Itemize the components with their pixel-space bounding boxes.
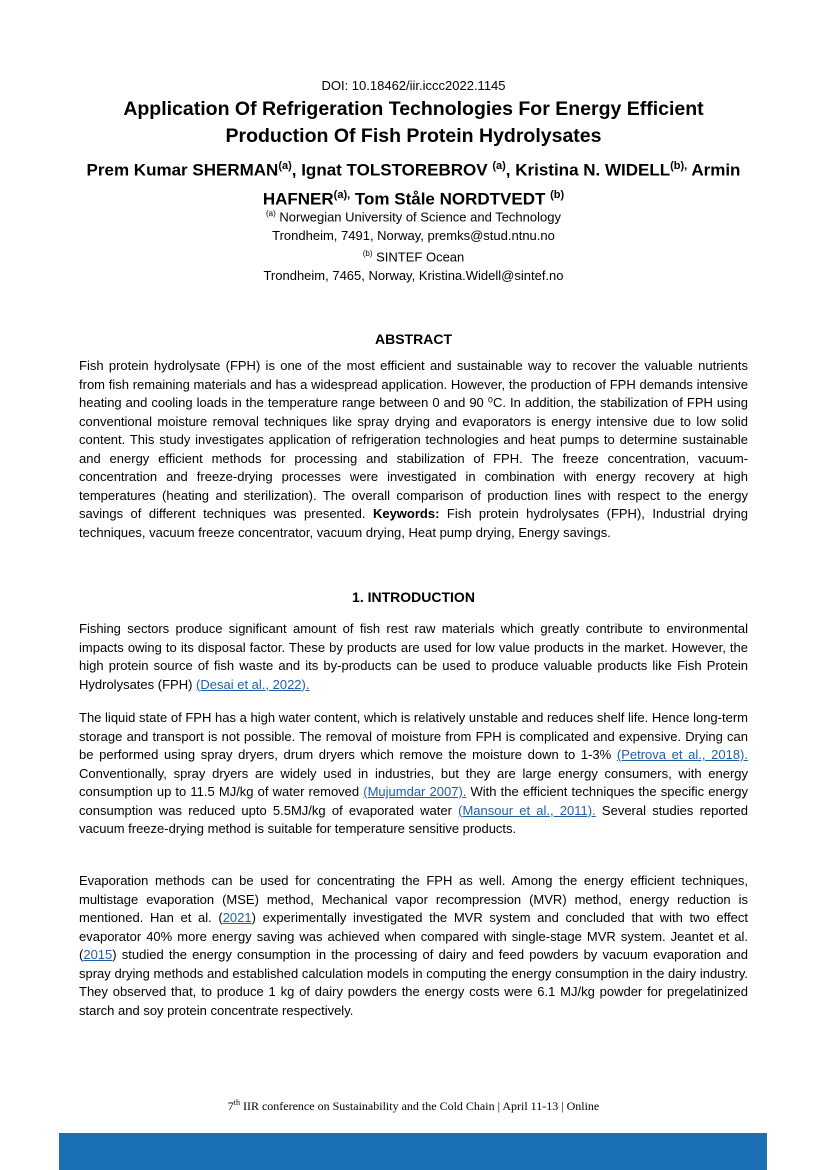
paragraph-text: Conventionally, spray dryers are widely used in industries, but they are large energy consumers, with energy consumption up to 11.5 MJ/kg of water removed (79, 765, 748, 799)
abstract-body: Fish protein hydrolysate (FPH) is one of the most efficient and sustainable way to recover the valuable nutrients from fish remaining materials and has a widespread application. However, the production of FPH demands intensive heating and cooling loads in the temperature range between 0 and 90 ⁰C. In addition, the stabilization of FPH using conventional moisture removal techniques like spray drying and evaporators is energy intensive due to low solid content. This study investigates application of refrigeration technologies and heat pumps to determine sustainable and energy efficient methods for processing and stabilization of FPH. The freeze concentration, vacuum-concentration and freeze-drying processes were investigated in combination with energy recovery at high temperatures (heating and sterilization). The overall comparison of production lines with respect to the energy savings of different techniques was presented. (79, 358, 748, 521)
affiliation-marker: (a) (278, 160, 292, 172)
intro-paragraph-1 (79, 620, 748, 694)
intro-paragraph-2 (79, 709, 748, 839)
author-name: Armin (687, 160, 741, 180)
author-name: , Ignat TOLSTOREBROV (291, 160, 493, 180)
title-line-1: Application Of Refrigeration Technologies For Energy Efficient (123, 98, 704, 120)
citation-link[interactable]: 2021 (222, 910, 252, 925)
intro-paragraph-3 (79, 872, 748, 1020)
footer-ordinal: 7 (227, 1099, 234, 1113)
affiliation-marker: (b) (550, 188, 565, 201)
citation-link[interactable]: 2015 (83, 947, 113, 962)
affiliation-marker: (a), (333, 188, 351, 201)
affiliation-marker: (b), (670, 160, 688, 172)
section-heading-introduction: 1. INTRODUCTION (352, 589, 475, 605)
author-name: Tom Ståle NORDTVEDT (350, 189, 551, 209)
paragraph-text: The liquid state of FPH has a high water content, which is relatively unstable and reduces shelf life. Hence long-term storage and transport is not possible. The removal of moisture from FPH is complicated and expensive. Drying can be performed using spray dryers, drum dryers which remove the moisture down to 1-3% (79, 710, 748, 762)
affiliations (60, 205, 767, 286)
affiliation-marker: (b) (362, 249, 373, 259)
affiliation-marker: (a) (266, 209, 276, 218)
doi: DOI: 10.18462/iir.iccc2022.1145 (321, 78, 506, 93)
affiliation-a (60, 205, 767, 227)
affiliation-a-address: Trondheim, 7491, Norway, premks@stud.ntnu.no (272, 227, 555, 243)
paragraph-text: With the efficient techniques the specific energy consumption was reduced upto 5.5MJ/kg of evaporated water (79, 784, 748, 818)
affiliation-b-address: Trondheim, 7465, Norway, Kristina.Widell@sintef.no (263, 268, 564, 284)
author-name: Prem Kumar SHERMAN (86, 160, 279, 180)
paragraph-text: Evaporation methods can be used for concentrating the FPH as well. Among the energy efficient techniques, multistage evaporation (MSE) method, Mechanical vapor recompression (MVR) method, energy reduction is mentioned. Han et al. ( (79, 873, 748, 925)
abstract-heading: ABSTRACT (375, 331, 452, 347)
footer-ordinal-suffix: th (233, 1098, 240, 1107)
paragraph-text: ) experimentally investigated the MVR system and concluded that with two effect evaporator 40% more energy saving was achieved when compared with single-stage MVR system. Jeantet et al. ( (79, 910, 748, 962)
citation-link[interactable]: (Mujumdar 2007). (363, 784, 467, 799)
affiliation-name: SINTEF Ocean (372, 249, 465, 265)
affiliation-name: Norwegian University of Science and Technology (275, 209, 561, 225)
author-list (60, 154, 767, 211)
affiliation-marker: (a) (492, 160, 506, 172)
affiliation-b (60, 245, 767, 267)
paper-title (60, 96, 767, 150)
abstract-text (79, 357, 748, 542)
title-line-2: Production Of Fish Protein Hydrolysates (225, 125, 602, 147)
paragraph-text: ) studied the energy consumption in the processing of dairy and feed powders by vacuum evaporation and spray drying methods and established calculation models in computing the energy consumption in the dairy industry. They observed that, to produce 1 kg of dairy powders the energy costs were 6.1 MJ/kg powder for pregelatinized starch and soy protein concentrate respectively. (79, 947, 748, 1018)
author-name: , Kristina N. WIDELL (505, 160, 671, 180)
footer-text: IIR conference on Sustainability and the Cold Chain | April 11-13 | Online (239, 1099, 600, 1113)
paragraph-text: Fishing sectors produce significant amount of fish rest raw materials which greatly contribute to environmental impacts owing to its disposal factor. These by products are used for low value products in the market. However, the high protein source of fish waste and its by-products can be used to produce valuable products like Fish Protein Hydrolysates (FPH) (79, 621, 748, 692)
keywords-label: Keywords: (372, 506, 440, 521)
citation-link[interactable]: (Petrova et al., 2018). (616, 747, 748, 762)
citation-link[interactable]: (Desai et al., 2022). (196, 676, 310, 692)
citation-link[interactable]: (Mansour et al., 2011). (458, 802, 596, 818)
conference-footer (0, 1098, 827, 1114)
author-name: HAFNER (262, 189, 334, 209)
paragraph-text: Several studies reported vacuum freeze-drying method is suitable for temperature sensitive products. (79, 802, 748, 836)
keywords-list: Fish protein hydrolysates (FPH), Industrial drying techniques, vacuum freeze concentrator, vacuum drying, Heat pump drying, Energy savings. (79, 506, 748, 540)
footer-color-bar (59, 1133, 767, 1170)
